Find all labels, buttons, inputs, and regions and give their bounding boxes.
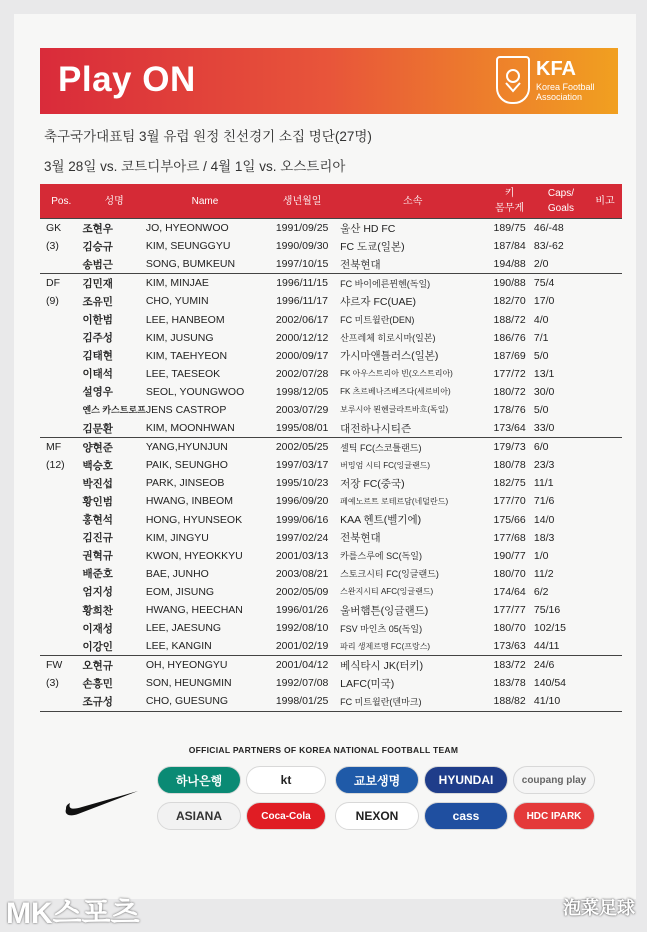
player-birthdate: 2001/04/12 [264,656,340,675]
table-row [40,492,622,510]
player-position: (3) [46,677,59,690]
player-position [40,619,82,637]
partner-logo: cass [424,802,508,830]
player-birthdate: 1997/10/15 [275,258,329,271]
player-birthdate: 1996/09/20 [275,495,329,508]
player-name: KIM, MOONHWAN [145,422,235,435]
player-birthdate: 2000/12/12 [275,331,329,344]
player-note [588,255,622,274]
player-position [40,547,82,565]
player-birthdate: 2002/07/28 [275,367,329,380]
player-height-weight: 180/70 [493,622,526,635]
player-birthdate: 2003/08/21 [275,567,329,580]
player-position [40,637,82,656]
player-korean-name: 배준호 [82,568,113,581]
player-club: FK 아우스트리아 빈(오스트리아) [340,369,453,379]
roster-table [40,184,622,712]
player-name: KWON, HYEOKKYU [145,549,243,562]
partner-logo: Coca-Cola [246,802,326,830]
player-height-weight: 186/76 [493,331,526,344]
player-korean-name: 김문환 [82,422,113,435]
player-korean-name: 홍현석 [82,514,113,527]
player-note [588,601,622,619]
player-korean-name: 조현우 [82,219,145,238]
player-caps-goals: 13/1 [533,367,555,380]
player-position [40,492,82,510]
col-weight: 몸무게 [495,203,525,214]
player-height-weight: 183/72 [485,656,534,675]
player-name: KIM, SEUNGGYU [145,240,231,253]
player-birthdate: 1995/08/01 [275,422,329,435]
player-club: 스완지시티 AFC(잉글랜드) [340,587,434,597]
player-caps-goals: 24/6 [534,656,588,675]
player-korean-name: 이강인 [82,640,113,653]
partner-logo: HYUNDAI [424,766,508,794]
player-club: 페예노르트 로테르담(네덜란드) [340,496,449,506]
player-caps-goals: 33/0 [533,422,555,435]
player-korean-name: 김승규 [82,240,113,253]
player-birthdate: 1997/02/24 [275,531,329,544]
player-korean-name: 백승호 [82,459,113,472]
player-birthdate: 1996/11/17 [276,295,328,308]
partners-title: OFFICIAL PARTNERS OF KOREA NATIONAL FOOTBALL TEAM [188,745,459,755]
player-caps-goals: 75/16 [533,604,561,617]
player-korean-name: 손흥민 [82,677,113,690]
table-row [40,237,622,255]
player-note [588,401,622,419]
player-birthdate: 1998/12/05 [275,385,329,398]
player-korean-name: 설영우 [82,386,113,399]
player-club: KAA 헨트(벨기에) [340,514,422,527]
player-club: 울버햄튼(잉글랜드) [340,604,429,617]
player-name: KIM, TAEHYEON [145,349,228,362]
player-caps-goals: 5/0 [533,403,549,416]
partner-logo: ASIANA [157,802,241,830]
player-birthdate: 1999/06/16 [275,513,329,526]
table-row [40,547,622,565]
col-height-weight [485,184,534,219]
player-name: HWANG, INBEOM [145,495,233,508]
partner-logo: 교보생명 [335,766,419,794]
col-dob: 생년월일 [264,184,340,219]
player-note [588,456,622,474]
player-height-weight: 182/75 [493,477,526,490]
player-korean-name: 황희찬 [82,604,113,617]
player-korean-name: 오현규 [82,656,145,675]
player-position [40,474,82,492]
player-birthdate: 1998/01/25 [264,692,340,711]
player-caps-goals: 71/6 [533,495,555,508]
player-birthdate: 2002/05/09 [275,585,329,598]
player-position [40,583,82,601]
roster-subtitle: 축구국가대표팀 3월 유럽 원정 친선경기 소집 명단(27명) [44,129,372,144]
player-position: GK [40,219,82,238]
player-position [40,383,82,401]
player-birthdate: 2000/09/17 [275,349,329,362]
player-position: DF [40,274,82,293]
kfa-full: Korea Football Association [536,82,595,102]
player-note [588,310,622,328]
player-birthdate: 1990/09/30 [275,240,329,253]
player-birthdate: 2002/06/17 [275,313,329,326]
player-caps-goals: 75/4 [534,274,588,293]
player-caps-goals: 1/0 [533,549,549,562]
player-club: FC 도쿄(일본) [340,240,405,253]
play-on-banner [40,48,618,114]
table-row [40,255,622,274]
kfa-logo [496,54,608,108]
player-club: 저장 FC(중국) [340,477,405,490]
player-name: KIM, JINGYU [145,531,209,544]
player-height-weight: 180/78 [493,459,526,472]
player-club: FC 바이에른뮌헨(독일) [340,274,485,293]
player-name: HWANG, HEECHAN [145,604,243,617]
col-kor: 성명 [82,184,145,219]
player-position [40,419,82,438]
player-position [40,365,82,383]
player-height-weight: 173/64 [493,422,526,435]
player-korean-name: 김태현 [82,350,113,363]
player-note [588,547,622,565]
partner-logo: 하나은행 [157,766,241,794]
table-row [40,347,622,365]
player-caps-goals: 4/0 [533,313,549,326]
player-korean-name: 황인범 [82,495,113,508]
player-position [40,255,82,274]
player-caps-goals: 83/-62 [533,240,564,253]
table-row [40,674,622,692]
player-caps-goals: 14/0 [533,513,555,526]
player-note [588,347,622,365]
roster-body [40,219,622,712]
player-note [588,219,622,238]
player-height-weight: 190/88 [485,274,534,293]
player-height-weight: 177/77 [493,604,526,617]
player-note [588,619,622,637]
player-height-weight: 177/72 [493,367,526,380]
player-club: 베식타시 JK(터키) [340,656,485,675]
player-note [588,292,622,310]
partner-logo: coupang play [513,766,595,794]
player-club: 버밍엄 시티 FC(잉글랜드) [340,460,431,470]
player-club: FSV 마인츠 05(독일) [340,623,423,634]
table-row [40,474,622,492]
player-korean-name: 옌스 카스트로프 [82,405,146,416]
player-korean-name: 이재성 [82,622,113,635]
player-name: JENS CASTROP [145,403,227,416]
player-height-weight: 187/69 [493,349,526,362]
col-caps-top: Caps/ [547,188,575,199]
player-caps-goals: 30/0 [533,385,555,398]
table-row [40,383,622,401]
player-korean-name: 이태석 [82,368,113,381]
player-position: (12) [46,459,65,472]
player-height-weight: 189/75 [485,219,534,238]
table-row [40,329,622,347]
player-height-weight: 194/88 [493,258,526,271]
col-caps [534,184,588,219]
player-name: BAE, JUNHO [145,567,209,580]
player-name: CHO, GUESUNG [146,692,264,711]
player-position: FW [40,656,82,675]
col-caps-bottom: Goals [547,203,575,214]
player-birthdate: 2001/02/19 [275,640,329,653]
player-note [588,565,622,583]
player-caps-goals: 2/0 [533,258,549,271]
kfa-short: KFA [536,58,576,80]
player-note [588,383,622,401]
table-row [40,310,622,328]
partner-logo: kt [246,766,326,794]
player-birthdate: 2002/05/25 [264,438,340,457]
player-height-weight: 177/70 [493,495,526,508]
table-row [40,565,622,583]
player-position [40,347,82,365]
player-height-weight: 180/70 [493,567,526,580]
player-note [588,419,622,438]
player-position: (3) [46,240,59,253]
player-note [588,692,622,711]
player-height-weight: 188/72 [493,313,526,326]
table-row [40,619,622,637]
player-korean-name: 엄지성 [82,586,113,599]
partner-logo: NEXON [335,802,419,830]
player-name: LEE, JAESUNG [145,622,222,635]
player-korean-name: 송범근 [82,258,113,271]
table-row [40,274,622,293]
table-row [40,219,622,238]
player-name: JO, HYEONWOO [146,219,264,238]
player-height-weight: 177/68 [493,531,526,544]
table-row [40,529,622,547]
player-korean-name: 김주성 [82,332,113,345]
player-caps-goals: 11/2 [533,567,554,580]
player-birthdate: 1996/01/26 [275,604,329,617]
player-note [588,365,622,383]
player-position [40,529,82,547]
player-name: EOM, JISUNG [145,585,215,598]
player-height-weight: 183/78 [493,677,526,690]
player-position [40,601,82,619]
player-club: 파리 생제르맹 FC(프랑스) [340,641,431,651]
player-name: CHO, YUMIN [145,295,209,308]
player-club: 가시마앤틀러스(일본) [340,350,439,363]
player-club: FK 츠르베나즈베즈다(세르비아) [340,387,451,397]
player-caps-goals: 18/3 [533,531,555,544]
player-caps-goals: 6/0 [534,438,588,457]
col-pos: Pos. [40,184,82,219]
player-birthdate: 1991/09/25 [264,219,340,238]
player-korean-name: 조규성 [82,692,145,711]
player-note [588,637,622,656]
player-note [588,474,622,492]
player-name: LEE, HANBEOM [145,313,225,326]
player-height-weight: 190/77 [493,549,526,562]
col-club: 소속 [340,184,485,219]
player-name: SEOL, YOUNGWOO [145,385,245,398]
player-height-weight: 175/66 [493,513,526,526]
player-birthdate: 1992/08/10 [275,622,329,635]
player-note [588,274,622,293]
player-club: FC 미트윌란(DEN) [340,315,415,326]
col-name: Name [146,184,264,219]
mk-sports-brand: MK스포츠 [6,897,140,930]
col-note: 비고 [588,184,622,219]
player-note [588,656,622,675]
table-row [40,637,622,656]
player-height-weight: 174/64 [493,585,526,598]
player-height-weight: 173/63 [493,640,526,653]
player-korean-name: 김민재 [82,274,145,293]
player-korean-name: 이한범 [82,314,113,327]
player-club: LAFC(미국) [340,677,395,690]
kfa-emblem-icon [496,56,530,104]
player-club: 스토크시티 FC(잉글랜드) [340,569,439,580]
player-club: 카를스루에 SC(독일) [340,551,422,562]
player-note [588,237,622,255]
table-row [40,692,622,711]
player-birthdate: 2003/07/29 [275,403,329,416]
player-club: 보루시아 묀헨글라트바흐(독일) [340,405,449,415]
player-birthdate: 1997/03/17 [275,459,329,472]
table-row [40,583,622,601]
table-row [40,456,622,474]
player-name: LEE, KANGIN [145,640,212,653]
player-caps-goals: 140/54 [533,677,567,690]
player-name: SON, HEUNGMIN [145,677,232,690]
player-club: 대전하나시티즌 [340,422,412,435]
player-caps-goals: 11/1 [533,477,554,490]
player-birthdate: 1996/11/15 [264,274,340,293]
player-position [40,310,82,328]
player-note [588,438,622,457]
player-birthdate: 2001/03/13 [275,549,329,562]
player-korean-name: 김진규 [82,532,113,545]
player-name: HONG, HYUNSEOK [145,513,243,526]
player-note [588,511,622,529]
table-header-row [40,184,622,219]
table-row [40,292,622,310]
player-position: (9) [46,295,59,308]
table-row [40,401,622,419]
player-caps-goals: 7/1 [533,331,549,344]
player-note [588,529,622,547]
player-position [40,401,82,419]
player-position [40,565,82,583]
player-name: OH, HYEONGYU [146,656,264,675]
player-height-weight: 180/72 [493,385,526,398]
player-korean-name: 권혁규 [82,550,113,563]
player-note [588,492,622,510]
player-korean-name: 박진섭 [82,477,113,490]
player-birthdate: 1995/10/23 [275,477,329,490]
player-caps-goals: 23/3 [533,459,555,472]
table-row [40,511,622,529]
player-name: PARK, JINSEOB [145,477,225,490]
player-position [40,511,82,529]
player-height-weight: 188/82 [485,692,534,711]
player-club: 전북현대 [340,258,381,271]
nike-swoosh-icon [62,783,142,819]
player-club: 울산 HD FC [340,219,485,238]
table-row [40,601,622,619]
banner-title: Play ON [58,60,196,99]
player-position [40,692,82,711]
player-caps-goals: 102/15 [533,622,567,635]
player-position [40,329,82,347]
player-caps-goals: 5/0 [533,349,549,362]
player-note [588,329,622,347]
player-caps-goals: 44/11 [533,640,560,653]
player-club: 전북현대 [340,532,381,545]
col-height: 키 [504,188,515,199]
player-name: SONG, BUMKEUN [145,258,236,271]
table-row [40,419,622,438]
player-note [588,583,622,601]
fixtures-line: 3월 28일 vs. 코트디부아르 / 4월 1일 vs. 오스트리아 [44,159,346,174]
player-height-weight: 178/76 [493,403,526,416]
player-name: LEE, TAESEOK [145,367,221,380]
player-caps-goals: 41/10 [534,692,588,711]
player-caps-goals: 46/-48 [534,219,588,238]
player-korean-name: 양현준 [82,438,145,457]
partner-logo: HDC IPARK [513,802,595,830]
player-name: YANG,HYUNJUN [146,438,264,457]
player-caps-goals: 17/0 [533,295,555,308]
table-row [40,438,622,457]
watermark: 泡菜足球 [563,898,635,918]
player-name: KIM, JUSUNG [145,331,214,344]
player-height-weight: 179/73 [485,438,534,457]
player-position: MF [40,438,82,457]
player-height-weight: 187/84 [493,240,526,253]
player-note [588,674,622,692]
table-row [40,656,622,675]
player-name: PAIK, SEUNGHO [145,459,228,472]
player-club: FC 미트윌란(덴마크) [340,692,485,711]
player-club: 산프레체 히로시마(일본) [340,333,436,344]
table-row [40,365,622,383]
player-name: KIM, MINJAE [146,274,264,293]
player-birthdate: 1992/07/08 [275,677,329,690]
player-club: 셀틱 FC(스코틀랜드) [340,438,485,457]
player-height-weight: 182/70 [493,295,526,308]
player-korean-name: 조유민 [82,295,113,308]
player-club: 샤르자 FC(UAE) [340,295,417,308]
player-caps-goals: 6/2 [533,585,549,598]
